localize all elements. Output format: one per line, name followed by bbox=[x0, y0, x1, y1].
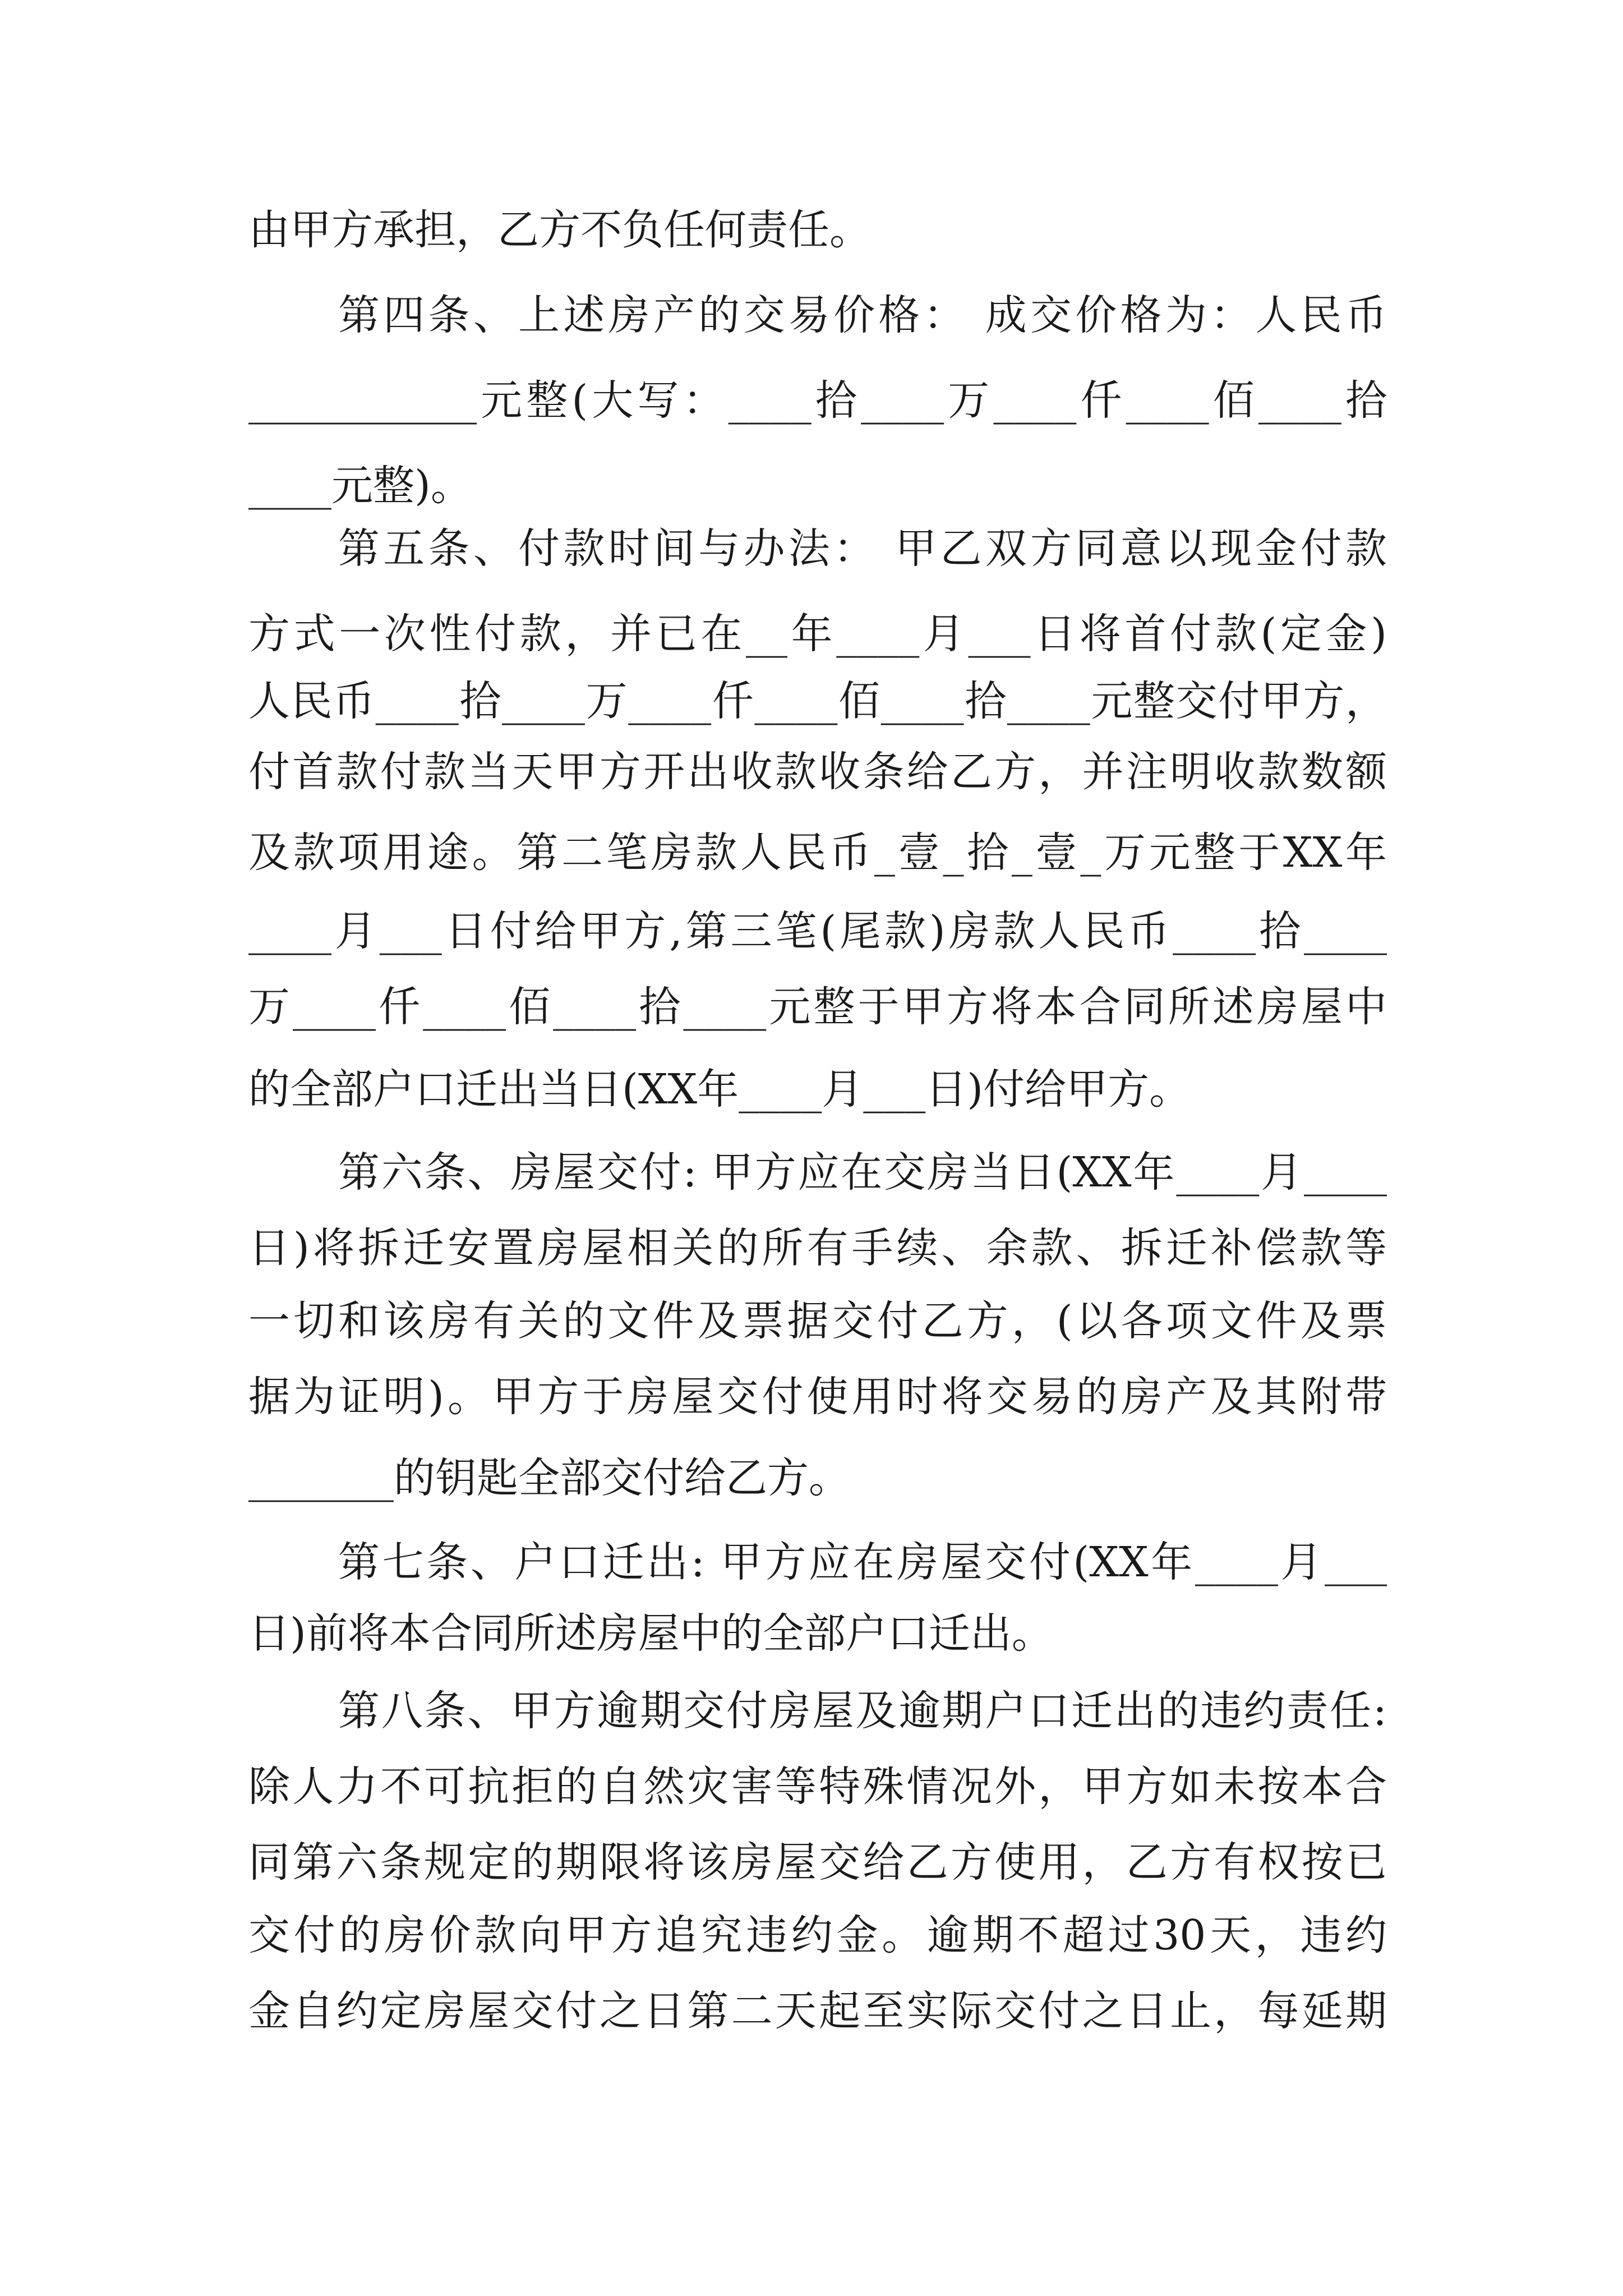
text-line-10: ____月___日付给甲方,第三笔(尾款)房款人民币____拾____ bbox=[248, 907, 1387, 955]
text-line-2: 第四条、上述房产的交易价格： 成交价格为：人民币 bbox=[338, 291, 1387, 339]
text-line-20: 第八条、甲方逾期交付房屋及逾期户口迁出的违约责任: bbox=[338, 1687, 1387, 1735]
text-line-21: 除人力不可抗拒的自然灾害等特殊情况外，甲方如未按本合 bbox=[248, 1763, 1387, 1811]
text-line-15: 一切和该房有关的文件及票据交付乙方，(以各项文件及票 bbox=[248, 1297, 1387, 1345]
text-line-18: 第七条、户口迁出: 甲方应在房屋交付(XX年____月___ bbox=[338, 1538, 1387, 1586]
text-line-9: 及款项用途。第二笔房款人民币_壹_拾_壹_万元整于XX年 bbox=[248, 829, 1387, 877]
text-line-13: 第六条、房屋交付: 甲方应在交房当日(XX年____月____ bbox=[338, 1148, 1387, 1197]
text-line-8: 付首款付款当天甲方开出收款收条给乙方，并注明收款数额 bbox=[248, 748, 1387, 796]
text-line-11: 万____仟____佰____拾____元整于甲方将本合同所述房屋中 bbox=[248, 983, 1387, 1031]
text-line-12: 的全部户口迁出当日(XX年____月___日)付给甲方。 bbox=[248, 1065, 1191, 1114]
text-line-3: ___________元整(大写：____拾____万____仟____佰____拾 bbox=[248, 376, 1387, 425]
text-line-1: 由甲方承担，乙方不负任何责任。 bbox=[248, 206, 871, 254]
text-line-24: 金自约定房屋交付之日第二天起至实际交付之日止，每延期 bbox=[248, 1987, 1387, 2035]
text-line-19: 日)前将本合同所述房屋中的全部户口迁出。 bbox=[248, 1609, 1053, 1658]
text-line-6: 方式一次性付款，并已在__年____月___日将首付款(定金) bbox=[248, 610, 1387, 658]
text-line-5: 第五条、付款时间与办法： 甲乙双方同意以现金付款 bbox=[338, 524, 1387, 573]
text-line-14: 日)将拆迁安置房屋相关的所有手续、余款、拆迁补偿款等 bbox=[248, 1224, 1387, 1272]
text-line-16: 据为证明)。甲方于房屋交付使用时将交易的房产及其附带 bbox=[248, 1373, 1387, 1421]
text-line-17: _______的钥匙全部交付给乙方。 bbox=[248, 1454, 850, 1502]
text-line-22: 同第六条规定的期限将该房屋交给乙方使用，乙方有权按已 bbox=[248, 1838, 1387, 1887]
text-line-4: ____元整)。 bbox=[248, 462, 472, 510]
text-line-23: 交付的房价款向甲方追究违约金。逾期不超过30天，违约 bbox=[248, 1911, 1387, 1959]
text-line-7: 人民币____拾____万____仟____佰____拾____元整交付甲方， bbox=[248, 677, 1387, 725]
